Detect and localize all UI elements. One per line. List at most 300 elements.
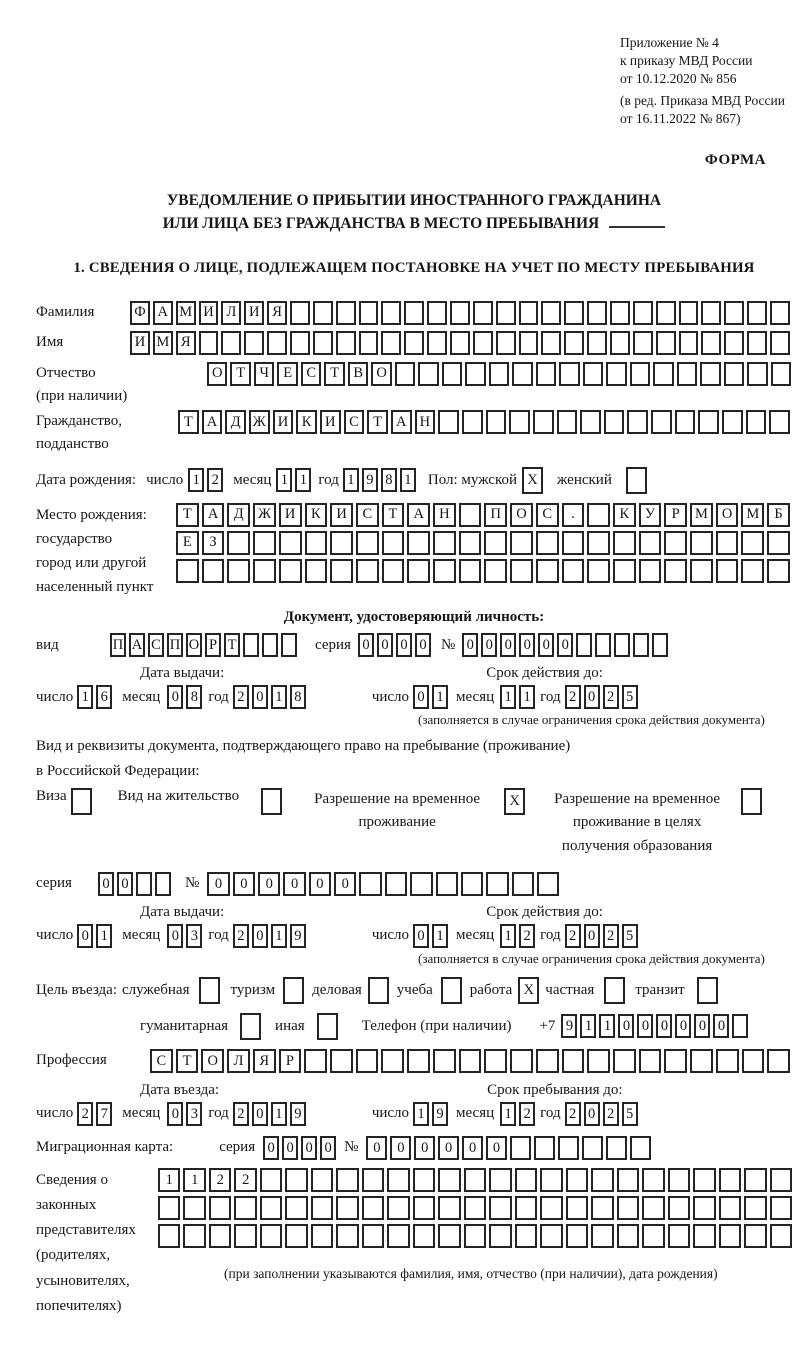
char-box[interactable]: [719, 1196, 741, 1220]
char-box[interactable]: [690, 531, 713, 555]
char-box[interactable]: [741, 531, 764, 555]
char-box[interactable]: [260, 1224, 282, 1248]
char-box[interactable]: 1: [580, 1014, 596, 1038]
char-box[interactable]: [438, 1168, 460, 1192]
char-box[interactable]: [253, 559, 276, 583]
char-box[interactable]: [580, 410, 601, 434]
char-box[interactable]: [742, 1049, 765, 1073]
char-box[interactable]: 2: [603, 685, 619, 709]
purpose-official-checkbox[interactable]: [199, 977, 220, 1004]
legal-reps-input-1[interactable]: [158, 1168, 792, 1192]
char-box[interactable]: [690, 559, 713, 583]
char-box[interactable]: [438, 1224, 460, 1248]
char-box[interactable]: И: [279, 503, 302, 527]
char-box[interactable]: [305, 531, 328, 555]
char-box[interactable]: [668, 1168, 690, 1192]
char-box[interactable]: [536, 559, 559, 583]
char-box[interactable]: [336, 301, 356, 325]
char-box[interactable]: [639, 531, 662, 555]
char-box[interactable]: [304, 1049, 327, 1073]
char-box[interactable]: [407, 1049, 430, 1073]
char-box[interactable]: [716, 531, 739, 555]
char-box[interactable]: З: [202, 531, 225, 555]
char-box[interactable]: П: [484, 503, 507, 527]
birth-month-input[interactable]: [276, 468, 311, 492]
char-box[interactable]: [387, 1196, 409, 1220]
char-box[interactable]: [653, 362, 673, 386]
char-box[interactable]: [486, 410, 507, 434]
char-box[interactable]: 2: [233, 685, 249, 709]
char-box[interactable]: [562, 1049, 585, 1073]
char-box[interactable]: [626, 467, 647, 494]
char-box[interactable]: И: [320, 410, 341, 434]
char-box[interactable]: [290, 301, 310, 325]
char-box[interactable]: 1: [400, 468, 416, 492]
char-box[interactable]: [591, 1168, 613, 1192]
char-box[interactable]: [442, 362, 462, 386]
char-box[interactable]: X: [504, 788, 525, 815]
char-box[interactable]: 2: [603, 1102, 619, 1126]
char-box[interactable]: [221, 331, 241, 355]
char-box[interactable]: [336, 1196, 358, 1220]
char-box[interactable]: Ч: [254, 362, 274, 386]
char-box[interactable]: [536, 1049, 559, 1073]
char-box[interactable]: 0: [713, 1014, 729, 1038]
char-box[interactable]: [464, 1168, 486, 1192]
purpose-humanitarian-checkbox[interactable]: [240, 1013, 261, 1040]
char-box[interactable]: 3: [186, 924, 202, 948]
phone-input[interactable]: [561, 1014, 748, 1038]
char-box[interactable]: М: [741, 503, 764, 527]
char-box[interactable]: [261, 788, 282, 815]
char-box[interactable]: [679, 301, 699, 325]
char-box[interactable]: Я: [267, 301, 287, 325]
char-box[interactable]: [441, 977, 462, 1004]
char-box[interactable]: [587, 301, 607, 325]
purpose-work-checkbox[interactable]: [518, 977, 539, 1004]
char-box[interactable]: [668, 1196, 690, 1220]
char-box[interactable]: [436, 872, 458, 896]
char-box[interactable]: [582, 1136, 603, 1160]
char-box[interactable]: [642, 1168, 664, 1192]
char-box[interactable]: [540, 1196, 562, 1220]
char-box[interactable]: [387, 1224, 409, 1248]
char-box[interactable]: Т: [367, 410, 388, 434]
char-box[interactable]: 9: [290, 924, 306, 948]
char-box[interactable]: 1: [271, 924, 287, 948]
char-box[interactable]: 0: [584, 924, 600, 948]
char-box[interactable]: 0: [462, 633, 478, 657]
char-box[interactable]: [404, 331, 424, 355]
char-box[interactable]: 9: [362, 468, 378, 492]
char-box[interactable]: 0: [263, 1136, 279, 1160]
char-box[interactable]: [613, 559, 636, 583]
char-box[interactable]: Л: [221, 301, 241, 325]
char-box[interactable]: 2: [209, 1168, 231, 1192]
char-box[interactable]: 0: [557, 633, 573, 657]
char-box[interactable]: 9: [432, 1102, 448, 1126]
char-box[interactable]: С: [148, 633, 164, 657]
char-box[interactable]: [747, 331, 767, 355]
char-box[interactable]: А: [129, 633, 145, 657]
char-box[interactable]: [633, 301, 653, 325]
char-box[interactable]: [404, 301, 424, 325]
char-box[interactable]: Л: [227, 1049, 250, 1073]
char-box[interactable]: [536, 531, 559, 555]
char-box[interactable]: Р: [205, 633, 221, 657]
char-box[interactable]: [515, 1196, 537, 1220]
char-box[interactable]: 0: [167, 1102, 183, 1126]
entry-day-input[interactable]: [77, 1102, 112, 1126]
edu-residence-checkbox[interactable]: [741, 788, 762, 815]
char-box[interactable]: [613, 531, 636, 555]
char-box[interactable]: [459, 531, 482, 555]
char-box[interactable]: [557, 410, 578, 434]
char-box[interactable]: [438, 410, 459, 434]
char-box[interactable]: Т: [224, 633, 240, 657]
char-box[interactable]: С: [150, 1049, 173, 1073]
id-issue-day-input[interactable]: [77, 685, 112, 709]
sex-female-checkbox[interactable]: [626, 467, 647, 494]
char-box[interactable]: [510, 1049, 533, 1073]
char-box[interactable]: [253, 531, 276, 555]
char-box[interactable]: 1: [77, 685, 93, 709]
char-box[interactable]: [722, 410, 743, 434]
char-box[interactable]: [234, 1196, 256, 1220]
char-box[interactable]: [176, 559, 199, 583]
char-box[interactable]: Н: [433, 503, 456, 527]
char-box[interactable]: Р: [664, 503, 687, 527]
char-box[interactable]: [510, 531, 533, 555]
char-box[interactable]: [462, 410, 483, 434]
char-box[interactable]: [413, 1168, 435, 1192]
char-box[interactable]: [336, 1224, 358, 1248]
char-box[interactable]: 0: [519, 633, 535, 657]
char-box[interactable]: [617, 1224, 639, 1248]
char-box[interactable]: 0: [438, 1136, 459, 1160]
char-box[interactable]: [227, 559, 250, 583]
char-box[interactable]: 0: [309, 872, 331, 896]
char-box[interactable]: 5: [622, 685, 638, 709]
char-box[interactable]: О: [510, 503, 533, 527]
char-box[interactable]: [583, 362, 603, 386]
id-valid-day-input[interactable]: [413, 685, 448, 709]
char-box[interactable]: [587, 1049, 610, 1073]
char-box[interactable]: [562, 531, 585, 555]
char-box[interactable]: 5: [622, 1102, 638, 1126]
res-issue-year-input[interactable]: [233, 924, 306, 948]
char-box[interactable]: [693, 1168, 715, 1192]
char-box[interactable]: [285, 1168, 307, 1192]
char-box[interactable]: [716, 559, 739, 583]
given-name-input[interactable]: [130, 331, 790, 355]
char-box[interactable]: [512, 872, 534, 896]
char-box[interactable]: Я: [176, 331, 196, 355]
char-box[interactable]: [183, 1196, 205, 1220]
char-box[interactable]: 1: [158, 1168, 180, 1192]
char-box[interactable]: 0: [390, 1136, 411, 1160]
char-box[interactable]: [450, 331, 470, 355]
char-box[interactable]: 1: [500, 924, 516, 948]
char-box[interactable]: [359, 301, 379, 325]
char-box[interactable]: [433, 531, 456, 555]
char-box[interactable]: 9: [290, 1102, 306, 1126]
char-box[interactable]: 0: [396, 633, 412, 657]
char-box[interactable]: [330, 1049, 353, 1073]
char-box[interactable]: [283, 977, 304, 1004]
char-box[interactable]: [387, 1168, 409, 1192]
char-box[interactable]: [744, 1224, 766, 1248]
char-box[interactable]: [199, 977, 220, 1004]
char-box[interactable]: А: [391, 410, 412, 434]
char-box[interactable]: [465, 362, 485, 386]
char-box[interactable]: [701, 301, 721, 325]
char-box[interactable]: [566, 1168, 588, 1192]
char-box[interactable]: [336, 1168, 358, 1192]
char-box[interactable]: Я: [253, 1049, 276, 1073]
char-box[interactable]: [558, 1136, 579, 1160]
char-box[interactable]: [701, 331, 721, 355]
char-box[interactable]: [770, 1168, 792, 1192]
char-box[interactable]: 0: [413, 924, 429, 948]
char-box[interactable]: [587, 331, 607, 355]
char-box[interactable]: М: [153, 331, 173, 355]
char-box[interactable]: И: [130, 331, 150, 355]
char-box[interactable]: 7: [96, 1102, 112, 1126]
char-box[interactable]: [510, 559, 533, 583]
char-box[interactable]: 1: [271, 1102, 287, 1126]
char-box[interactable]: [473, 301, 493, 325]
char-box[interactable]: [668, 1224, 690, 1248]
char-box[interactable]: [209, 1196, 231, 1220]
char-box[interactable]: [770, 301, 790, 325]
char-box[interactable]: [459, 503, 482, 527]
char-box[interactable]: [311, 1196, 333, 1220]
char-box[interactable]: [510, 1136, 531, 1160]
char-box[interactable]: [533, 410, 554, 434]
char-box[interactable]: [202, 559, 225, 583]
char-box[interactable]: [534, 1136, 555, 1160]
char-box[interactable]: 2: [234, 1168, 256, 1192]
surname-input[interactable]: [130, 301, 790, 325]
char-box[interactable]: 0: [252, 1102, 268, 1126]
char-box[interactable]: [407, 559, 430, 583]
char-box[interactable]: [771, 362, 791, 386]
char-box[interactable]: [540, 1224, 562, 1248]
char-box[interactable]: [381, 331, 401, 355]
char-box[interactable]: Т: [178, 410, 199, 434]
char-box[interactable]: [540, 1168, 562, 1192]
char-box[interactable]: [664, 531, 687, 555]
legal-reps-input-2[interactable]: [158, 1196, 792, 1220]
char-box[interactable]: 2: [565, 1102, 581, 1126]
char-box[interactable]: Ж: [249, 410, 270, 434]
char-box[interactable]: [693, 1224, 715, 1248]
char-box[interactable]: [614, 633, 630, 657]
char-box[interactable]: [767, 1049, 790, 1073]
char-box[interactable]: 0: [77, 924, 93, 948]
char-box[interactable]: 1: [343, 468, 359, 492]
char-box[interactable]: [606, 362, 626, 386]
char-box[interactable]: Т: [324, 362, 344, 386]
char-box[interactable]: 2: [603, 924, 619, 948]
char-box[interactable]: 0: [167, 685, 183, 709]
char-box[interactable]: [564, 331, 584, 355]
char-box[interactable]: [724, 301, 744, 325]
char-box[interactable]: 0: [462, 1136, 483, 1160]
res-series-input[interactable]: [98, 872, 171, 896]
char-box[interactable]: 2: [233, 924, 249, 948]
char-box[interactable]: [484, 1049, 507, 1073]
char-box[interactable]: 0: [252, 924, 268, 948]
char-box[interactable]: В: [348, 362, 368, 386]
res-valid-month-input[interactable]: [500, 924, 535, 948]
char-box[interactable]: М: [176, 301, 196, 325]
residence-permit-checkbox[interactable]: [261, 788, 282, 815]
char-box[interactable]: 1: [183, 1168, 205, 1192]
birth-place-input-1[interactable]: [176, 503, 790, 527]
char-box[interactable]: [209, 1224, 231, 1248]
char-box[interactable]: [604, 977, 625, 1004]
char-box[interactable]: [716, 1049, 739, 1073]
char-box[interactable]: С: [344, 410, 365, 434]
char-box[interactable]: [433, 559, 456, 583]
char-box[interactable]: [562, 559, 585, 583]
char-box[interactable]: [606, 1136, 627, 1160]
char-box[interactable]: А: [153, 301, 173, 325]
char-box[interactable]: [690, 1049, 713, 1073]
visa-checkbox[interactable]: [71, 788, 92, 815]
char-box[interactable]: С: [301, 362, 321, 386]
char-box[interactable]: [617, 1196, 639, 1220]
char-box[interactable]: 0: [366, 1136, 387, 1160]
char-box[interactable]: [290, 331, 310, 355]
char-box[interactable]: Е: [277, 362, 297, 386]
birth-day-input[interactable]: [188, 468, 223, 492]
char-box[interactable]: [724, 362, 744, 386]
char-box[interactable]: Ж: [253, 503, 276, 527]
char-box[interactable]: [767, 559, 790, 583]
char-box[interactable]: 0: [538, 633, 554, 657]
char-box[interactable]: [427, 331, 447, 355]
char-box[interactable]: [591, 1196, 613, 1220]
char-box[interactable]: [382, 531, 405, 555]
char-box[interactable]: [489, 362, 509, 386]
char-box[interactable]: [356, 531, 379, 555]
char-box[interactable]: 1: [413, 1102, 429, 1126]
char-box[interactable]: 1: [519, 685, 535, 709]
char-box[interactable]: 1: [500, 1102, 516, 1126]
mig-number-input[interactable]: [366, 1136, 650, 1160]
purpose-private-checkbox[interactable]: [604, 977, 625, 1004]
char-box[interactable]: [515, 1168, 537, 1192]
char-box[interactable]: [330, 531, 353, 555]
char-box[interactable]: [741, 559, 764, 583]
char-box[interactable]: [418, 362, 438, 386]
char-box[interactable]: 8: [290, 685, 306, 709]
char-box[interactable]: 0: [637, 1014, 653, 1038]
id-valid-month-input[interactable]: [500, 685, 535, 709]
char-box[interactable]: [136, 872, 152, 896]
char-box[interactable]: 2: [233, 1102, 249, 1126]
char-box[interactable]: С: [536, 503, 559, 527]
char-box[interactable]: 5: [622, 924, 638, 948]
char-box[interactable]: [311, 1224, 333, 1248]
res-valid-day-input[interactable]: [413, 924, 448, 948]
char-box[interactable]: Д: [227, 503, 250, 527]
char-box[interactable]: [591, 1224, 613, 1248]
char-box[interactable]: [587, 503, 610, 527]
char-box[interactable]: [473, 331, 493, 355]
char-box[interactable]: [719, 1224, 741, 1248]
char-box[interactable]: [459, 1049, 482, 1073]
char-box[interactable]: [155, 872, 171, 896]
char-box[interactable]: [519, 331, 539, 355]
char-box[interactable]: [385, 872, 407, 896]
res-valid-year-input[interactable]: [565, 924, 638, 948]
char-box[interactable]: Е: [176, 531, 199, 555]
char-box[interactable]: [459, 559, 482, 583]
char-box[interactable]: 2: [207, 468, 223, 492]
char-box[interactable]: [359, 331, 379, 355]
char-box[interactable]: [382, 559, 405, 583]
char-box[interactable]: [260, 1168, 282, 1192]
char-box[interactable]: [566, 1224, 588, 1248]
char-box[interactable]: [652, 633, 668, 657]
char-box[interactable]: [732, 1014, 748, 1038]
char-box[interactable]: К: [305, 503, 328, 527]
id-valid-year-input[interactable]: [565, 685, 638, 709]
char-box[interactable]: 0: [283, 872, 305, 896]
char-box[interactable]: О: [716, 503, 739, 527]
char-box[interactable]: [587, 559, 610, 583]
char-box[interactable]: [541, 331, 561, 355]
char-box[interactable]: 0: [117, 872, 133, 896]
doc-kind-input[interactable]: [110, 633, 297, 657]
char-box[interactable]: 8: [381, 468, 397, 492]
char-box[interactable]: К: [613, 503, 636, 527]
char-box[interactable]: [311, 1168, 333, 1192]
char-box[interactable]: [413, 1224, 435, 1248]
char-box[interactable]: 9: [561, 1014, 577, 1038]
char-box[interactable]: [158, 1224, 180, 1248]
res-issue-month-input[interactable]: [167, 924, 202, 948]
char-box[interactable]: [234, 1224, 256, 1248]
char-box[interactable]: Б: [767, 503, 790, 527]
char-box[interactable]: [285, 1224, 307, 1248]
char-box[interactable]: 1: [432, 924, 448, 948]
char-box[interactable]: 0: [486, 1136, 507, 1160]
char-box[interactable]: П: [110, 633, 126, 657]
char-box[interactable]: [413, 1196, 435, 1220]
char-box[interactable]: 1: [188, 468, 204, 492]
char-box[interactable]: [541, 301, 561, 325]
char-box[interactable]: 0: [98, 872, 114, 896]
char-box[interactable]: [410, 872, 432, 896]
char-box[interactable]: [610, 301, 630, 325]
char-box[interactable]: [381, 301, 401, 325]
char-box[interactable]: [656, 331, 676, 355]
char-box[interactable]: 6: [96, 685, 112, 709]
char-box[interactable]: [664, 1049, 687, 1073]
char-box[interactable]: [433, 1049, 456, 1073]
char-box[interactable]: [747, 362, 767, 386]
patronymic-input[interactable]: [207, 362, 791, 386]
char-box[interactable]: К: [296, 410, 317, 434]
char-box[interactable]: [770, 1196, 792, 1220]
char-box[interactable]: [305, 559, 328, 583]
char-box[interactable]: [744, 1196, 766, 1220]
